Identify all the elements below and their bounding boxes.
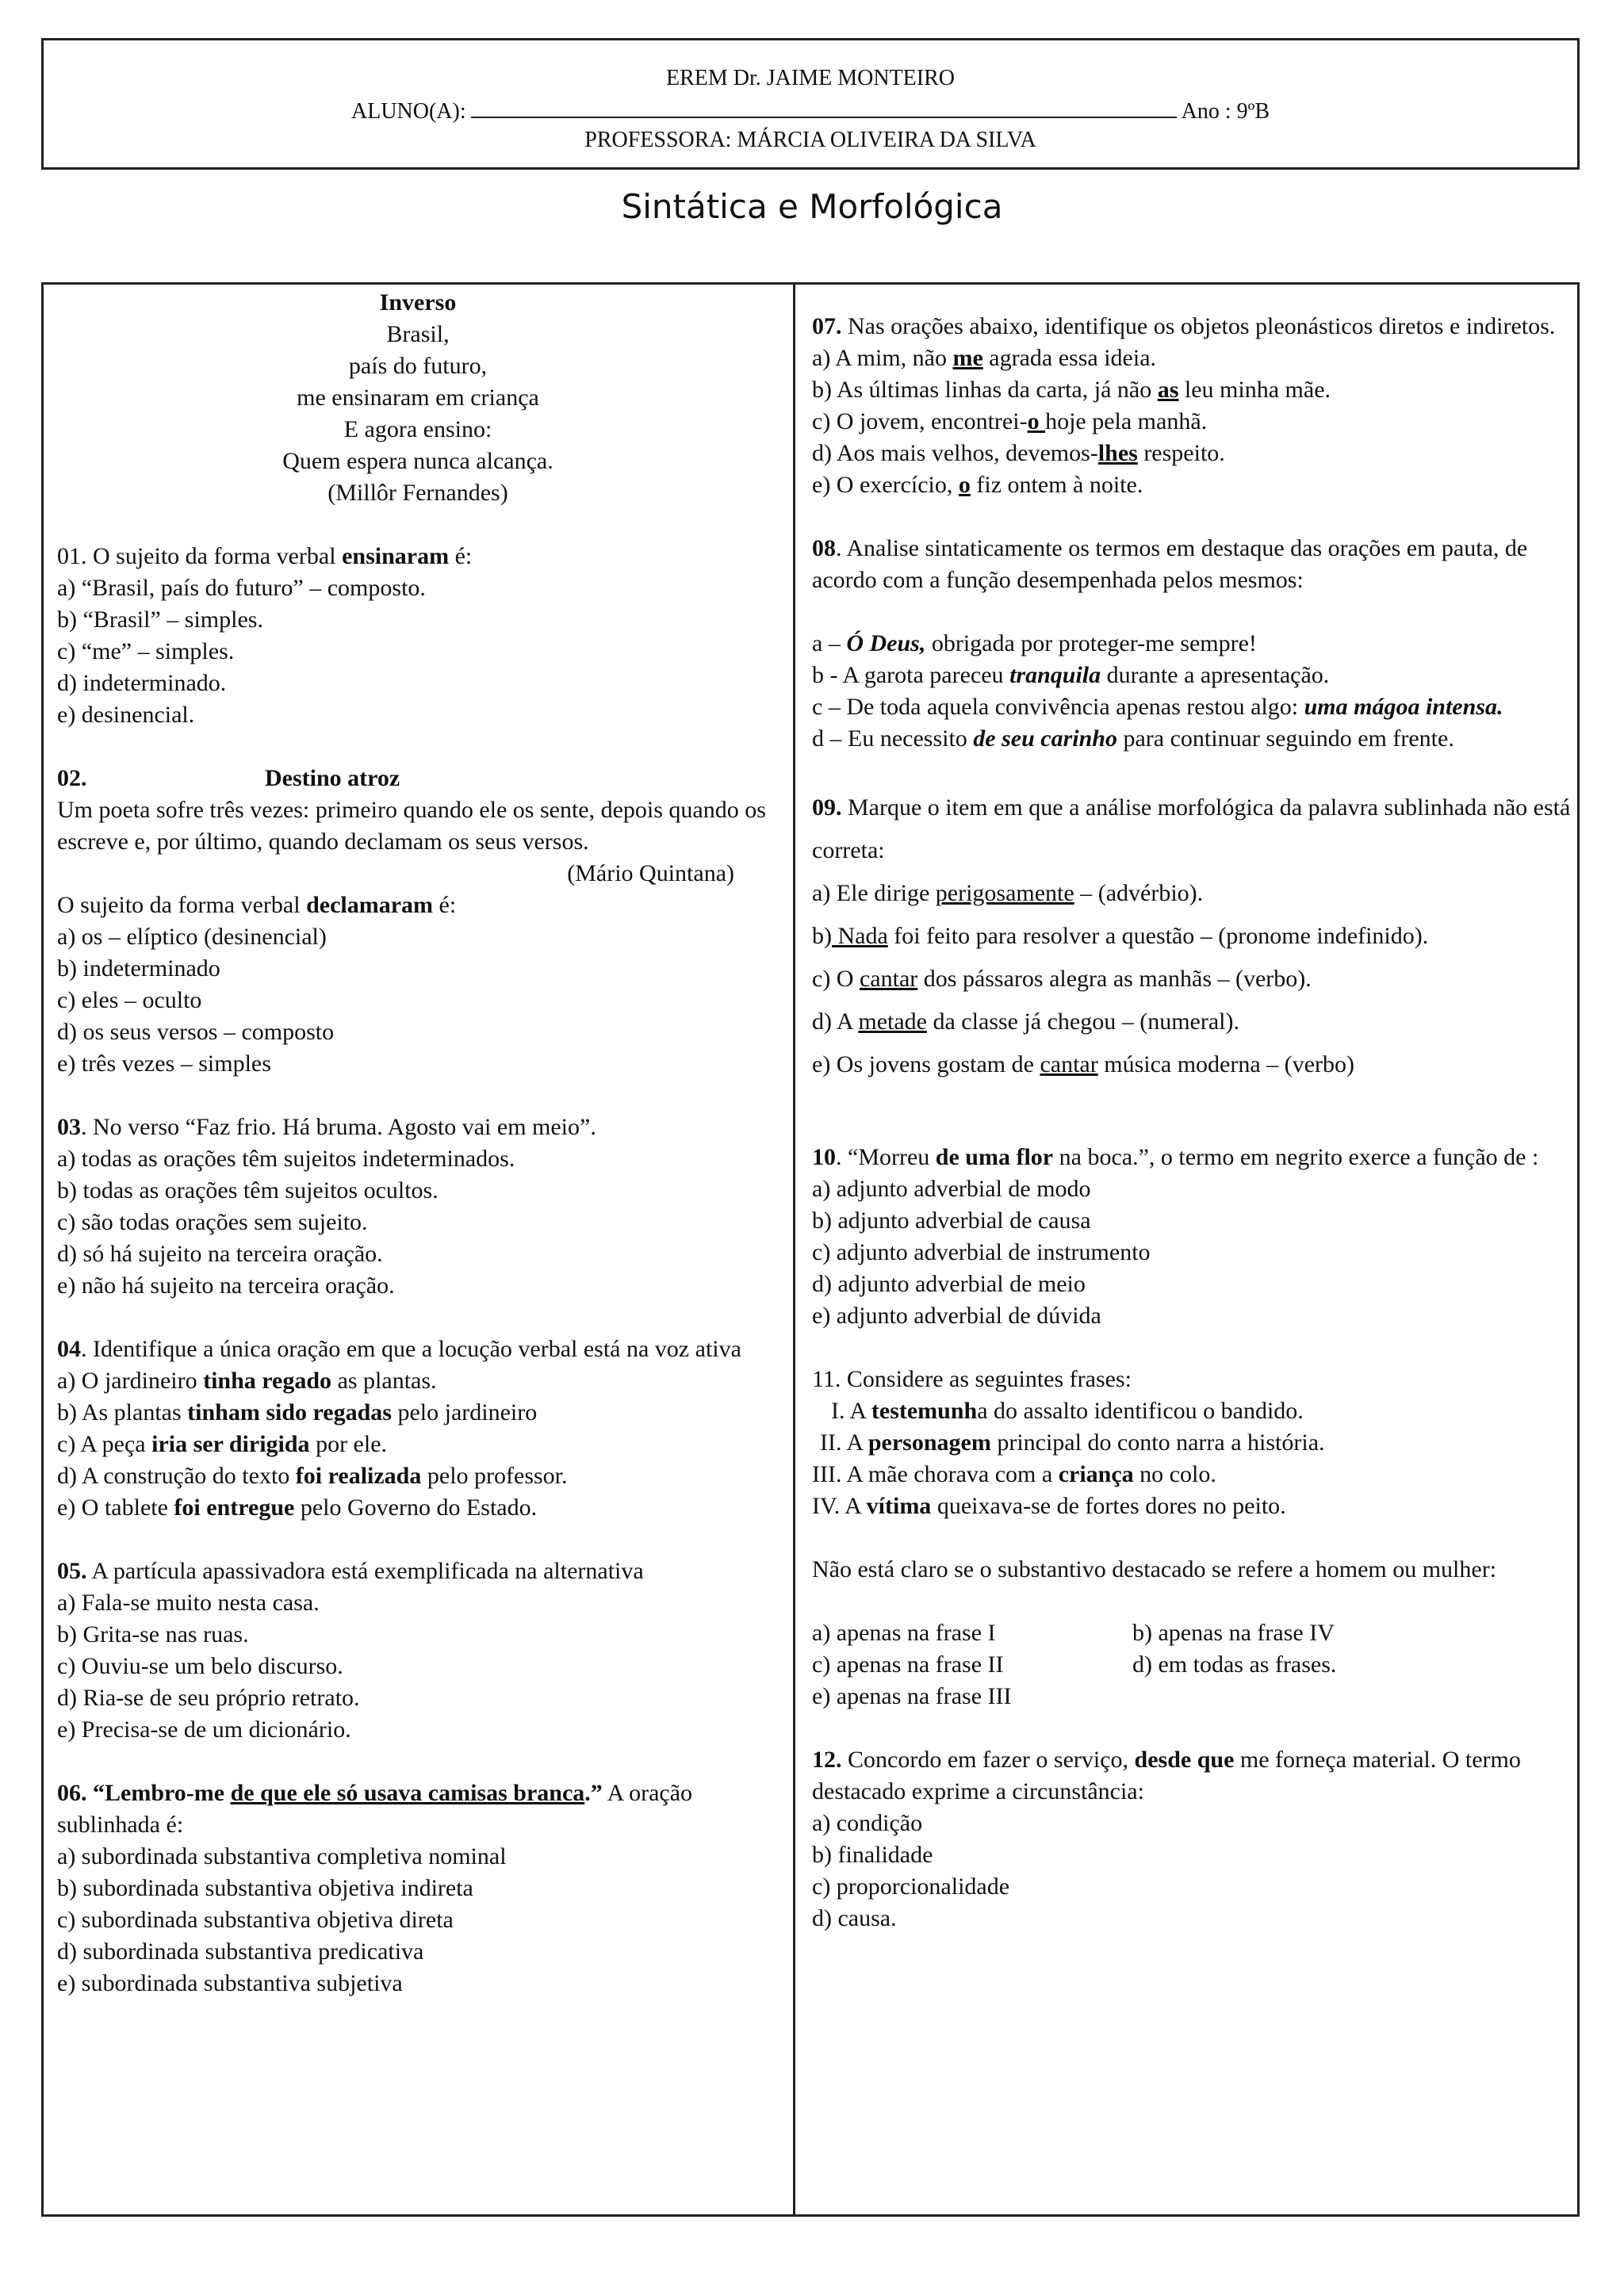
question-06 — [57, 1777, 779, 1999]
option: d) Aos mais velhos, devemos-lhes respeito. — [812, 440, 1225, 466]
option: b) indeterminado — [57, 955, 220, 982]
student-line — [44, 96, 1577, 126]
option: c) A peça iria ser dirigida por ele. — [57, 1431, 388, 1457]
sentence: III. A mãe chorava com a criança no colo. — [812, 1461, 1216, 1487]
option: b) apenas na frase IV — [1132, 1620, 1335, 1646]
student-name-blank[interactable] — [471, 96, 1177, 118]
option: d) A construção do texto foi realizada pelo professor. — [57, 1463, 568, 1489]
question-stem: 07. Nas orações abaixo, identifique os objetos pleonásticos diretos e indiretos. — [812, 313, 1556, 339]
teacher-name: PROFESSORA: MÁRCIA OLIVEIRA DA SILVA — [584, 128, 1036, 152]
question-stem: 05. A partícula apassivadora está exemplificada na alternativa — [57, 1558, 644, 1584]
option: d) A metade da classe já chegou – (numeral). — [812, 1008, 1239, 1035]
question-stem: O sujeito da forma verbal declamaram é: — [57, 892, 457, 918]
header-box — [41, 38, 1580, 170]
option: b) subordinada substantiva objetiva indireta — [57, 1875, 473, 1901]
poem-line: Quem espera nunca alcança. — [282, 448, 553, 474]
option: a) Fala-se muito nesta casa. — [57, 1590, 320, 1616]
option: e) apenas na frase III — [812, 1683, 1012, 1709]
option: b) As plantas tinham sido regadas pelo jardineiro — [57, 1399, 538, 1425]
option: d) adjunto adverbial de meio — [812, 1271, 1086, 1297]
option: d – Eu necessito de seu carinho para continuar seguindo em frente. — [812, 725, 1454, 752]
column-divider — [793, 282, 795, 2217]
text-author: (Mário Quintana) — [567, 860, 734, 886]
option: a) adjunto adverbial de modo — [812, 1176, 1091, 1202]
question-stem: 08. Analise sintaticamente os termos em destaque das orações em pauta, de acordo com a função desempenhada pelos mesmos: — [812, 535, 1528, 593]
option: e) três vezes – simples — [57, 1050, 271, 1077]
sentence: IV. A vítima queixava-se de fortes dores no peito. — [812, 1493, 1286, 1519]
option: a) condição — [812, 1810, 923, 1836]
year-label: Ano : 9ºB — [1181, 99, 1270, 124]
question-10 — [812, 1142, 1573, 1332]
option: a) A mim, não me agrada essa ideia. — [812, 345, 1157, 371]
option: a – Ó Deus, obrigada por proteger-me sempre! — [812, 630, 1257, 656]
poem-author: (Millôr Fernandes) — [327, 480, 508, 506]
option: c) são todas orações sem sujeito. — [57, 1209, 368, 1235]
option: a) Ele dirige perigosamente – (advérbio). — [812, 880, 1204, 906]
question-title: 02. Destino atroz — [57, 765, 400, 791]
poem-line: me ensinaram em criança — [297, 385, 539, 411]
left-column — [57, 287, 779, 2031]
option: c) proporcionalidade — [812, 1873, 1010, 1900]
question-stem: 11. Considere as seguintes frases: — [812, 1366, 1132, 1392]
question-11 — [812, 1364, 1573, 1712]
option: d) os seus versos – composto — [57, 1019, 335, 1045]
option: b - A garota pareceu tranquila durante a apresentação. — [812, 662, 1330, 688]
option: d) Ria-se de seu próprio retrato. — [57, 1685, 360, 1711]
option: b) todas as orações têm sujeitos ocultos. — [57, 1177, 439, 1203]
option: a) os – elíptico (desinencial) — [57, 924, 327, 950]
question-text: Não está claro se o substantivo destacado se refere a homem ou mulher: — [812, 1556, 1497, 1582]
question-text: Um poeta sofre três vezes: primeiro quando ele os sente, depois quando os escreve e, por último, quando declamam os seus versos. — [57, 797, 766, 855]
option: b) Grita-se nas ruas. — [57, 1621, 249, 1647]
option: a) “Brasil, país do futuro” – composto. — [57, 575, 426, 601]
option-row — [812, 1617, 1573, 1649]
option: e) desinencial. — [57, 702, 195, 728]
school-name: EREM Dr. JAIME MONTEIRO — [666, 66, 955, 90]
question-01 — [57, 541, 779, 731]
option: d) subordinada substantiva predicativa — [57, 1938, 424, 1965]
option: e) O exercício, o fiz ontem à noite. — [812, 472, 1143, 498]
option: c) subordinada substantiva objetiva direta — [57, 1907, 454, 1933]
question-05 — [57, 1556, 779, 1746]
question-09 — [812, 786, 1573, 1086]
question-04 — [57, 1334, 779, 1524]
option: d) indeterminado. — [57, 670, 227, 696]
option: c) adjunto adverbial de instrumento — [812, 1239, 1151, 1265]
option-row — [812, 1649, 1573, 1681]
option: e) Precisa-se de um dicionário. — [57, 1716, 351, 1743]
poem — [57, 287, 779, 509]
question-02 — [57, 763, 779, 1080]
option: b) “Brasil” – simples. — [57, 607, 263, 633]
sentence: I. A testemunha do assalto identificou o bandido. — [831, 1398, 1304, 1424]
question-03 — [57, 1112, 779, 1302]
right-column — [812, 311, 1573, 1966]
option: d) em todas as frases. — [1132, 1651, 1337, 1678]
question-12 — [812, 1744, 1573, 1934]
option: b) Nada foi feito para resolver a questão – (pronome indefinido). — [812, 923, 1429, 949]
option: a) apenas na frase I — [812, 1620, 996, 1646]
option: c) eles – oculto — [57, 987, 202, 1013]
question-07 — [812, 311, 1573, 501]
option: b) adjunto adverbial de causa — [812, 1207, 1091, 1234]
page-title: Sintática e Morfológica — [621, 187, 1003, 226]
option: c) apenas na frase II — [812, 1651, 1004, 1678]
question-stem: 04. Identifique a única oração em que a locução verbal está na voz ativa — [57, 1336, 741, 1362]
option: d) causa. — [812, 1905, 897, 1931]
option: d) só há sujeito na terceira oração. — [57, 1241, 383, 1267]
poem-title: Inverso — [379, 289, 457, 316]
poem-line: E agora ensino: — [343, 416, 492, 442]
option: c) Ouviu-se um belo discurso. — [57, 1653, 343, 1679]
option: e) não há sujeito na terceira oração. — [57, 1272, 395, 1299]
poem-line: Brasil, — [386, 321, 450, 347]
student-label: ALUNO(A): — [351, 99, 466, 124]
poem-line: país do futuro, — [348, 353, 488, 379]
option: b) As últimas linhas da carta, já não as leu minha mãe. — [812, 377, 1331, 403]
question-stem: 12. Concordo em fazer o serviço, desde que me forneça material. O termo destacado exprime a circunstância: — [812, 1747, 1521, 1804]
option: c) O cantar dos pássaros alegra as manhãs – (verbo). — [812, 966, 1312, 992]
question-stem: 03. No verso “Faz frio. Há bruma. Agosto vai em meio”. — [57, 1114, 596, 1140]
option: e) O tablete foi entregue pelo Governo do Estado. — [57, 1494, 538, 1521]
option: c) “me” – simples. — [57, 638, 235, 664]
option: e) subordinada substantiva subjetiva — [57, 1970, 403, 1996]
option: a) O jardineiro tinha regado as plantas. — [57, 1368, 437, 1394]
option: a) todas as orações têm sujeitos indeterminados. — [57, 1146, 515, 1172]
sentence: II. A personagem principal do conto narra a história. — [820, 1429, 1325, 1456]
option: b) finalidade — [812, 1842, 933, 1868]
question-stem: 09. Marque o item em que a análise morfológica da palavra sublinhada não está correta: — [812, 794, 1571, 863]
option: a) subordinada substantiva completiva nominal — [57, 1843, 507, 1869]
option: e) Os jovens gostam de cantar música moderna – (verbo) — [812, 1051, 1354, 1077]
option: c – De toda aquela convivência apenas restou algo: uma mágoa intensa. — [812, 694, 1503, 720]
question-08 — [812, 533, 1573, 755]
option: c) O jovem, encontrei-o hoje pela manhã. — [812, 408, 1208, 434]
question-stem: 06. “Lembro-me de que ele só usava camisas branca.” A oração sublinhada é: — [57, 1780, 693, 1838]
question-stem: 10. “Morreu de uma flor na boca.”, o termo em negrito exerce a função de : — [812, 1144, 1539, 1170]
question-stem: 01. O sujeito da forma verbal ensinaram é: — [57, 543, 473, 569]
option: e) adjunto adverbial de dúvida — [812, 1303, 1101, 1329]
